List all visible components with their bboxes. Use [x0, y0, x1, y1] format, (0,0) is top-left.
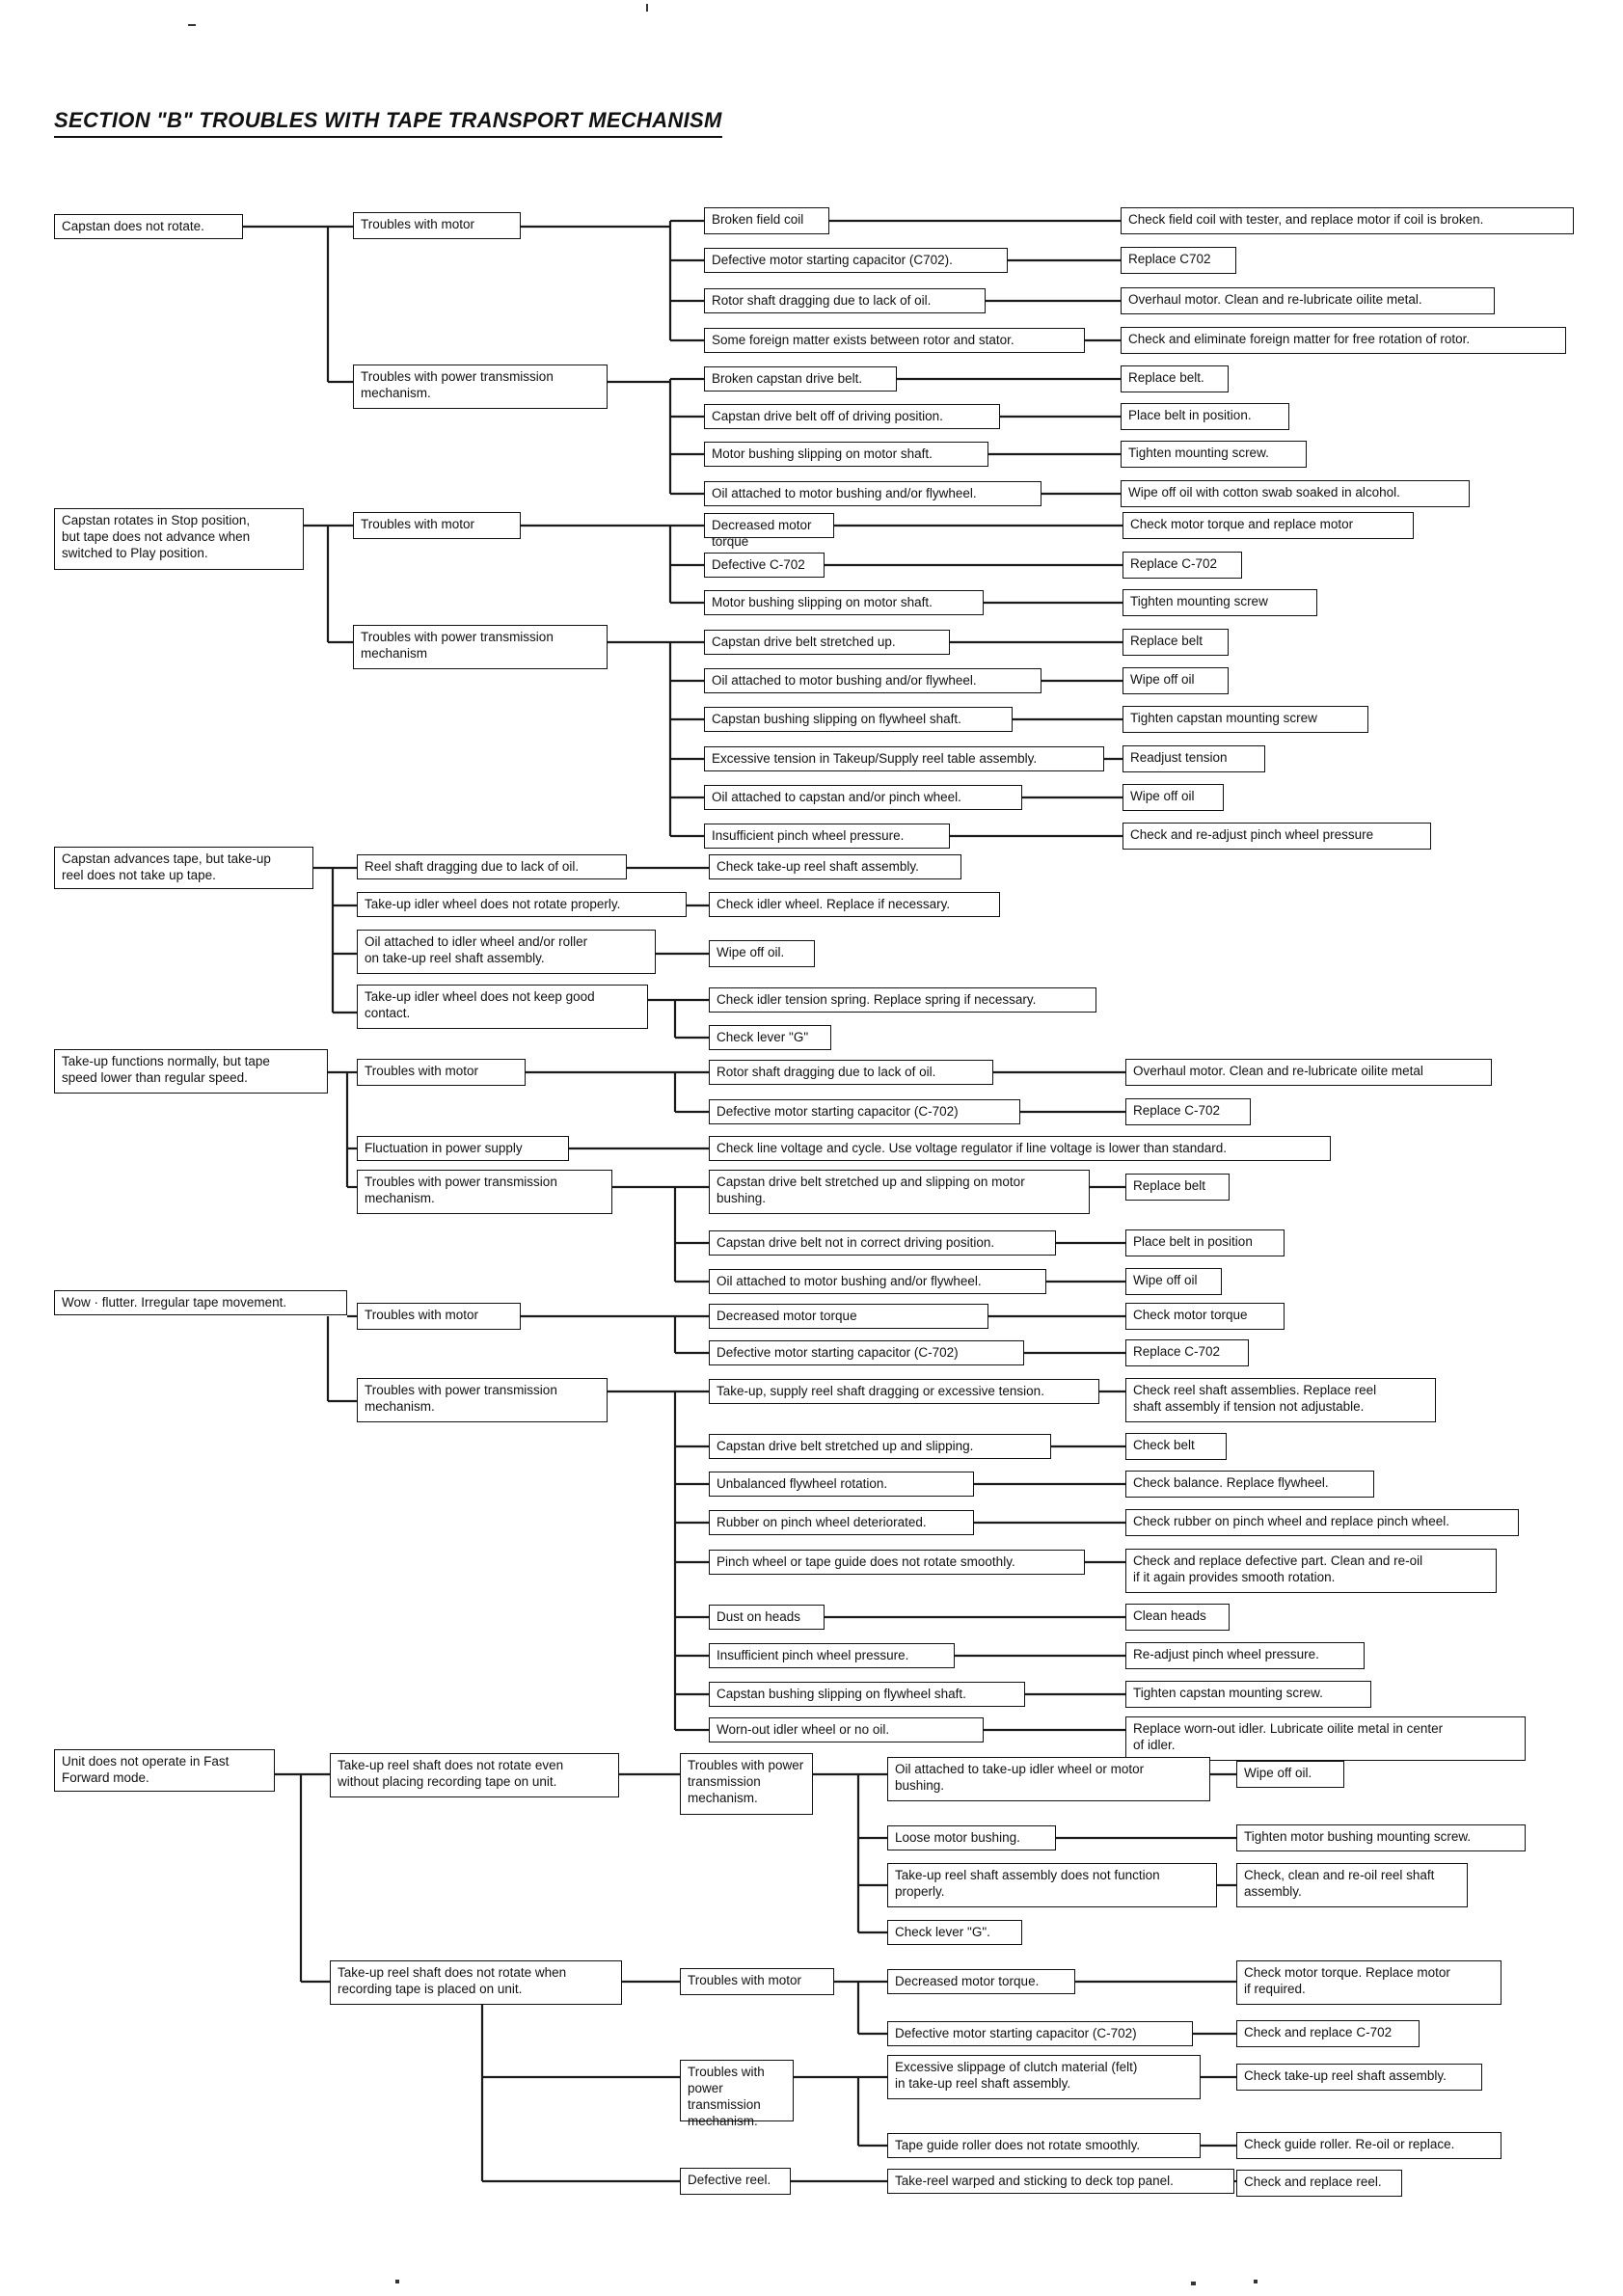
detail-item: Worn-out idler wheel or no oil.	[709, 1717, 984, 1742]
detail-item: Capstan drive belt stretched up and slipping on motor bushing.	[709, 1170, 1090, 1214]
cause-motor: Troubles with motor	[353, 212, 521, 239]
detail-item: Check lever "G"	[709, 1025, 831, 1050]
remedy-item: Check field coil with tester, and replace motor if coil is broken.	[1121, 207, 1574, 234]
ff-remedy-item: Check, clean and re-oil reel shaft assembly.	[1236, 1863, 1468, 1907]
detail-item: Rotor shaft dragging due to lack of oil.	[709, 1060, 993, 1085]
ff-remedy-item: Check and replace C-702	[1236, 2020, 1420, 2047]
detail-item: Defective motor starting capacitor (C-702)	[709, 1099, 1020, 1124]
remedy-item: Replace belt	[1125, 1174, 1230, 1201]
remedy-item: Readjust tension	[1123, 745, 1265, 772]
section-title: SECTION "B" TROUBLES WITH TAPE TRANSPORT MECHANISM	[54, 108, 722, 138]
ff-remedy-item: Check take-up reel shaft assembly.	[1236, 2064, 1482, 2091]
detail-item: Oil attached to motor bushing and/or flywheel.	[704, 481, 1041, 506]
remedy-item: Replace belt	[1123, 629, 1229, 656]
detail-item: Capstan bushing slipping on flywheel shaft.	[709, 1682, 1025, 1707]
scan-speck	[1191, 2282, 1196, 2285]
detail-item: Defective motor starting capacitor (C702).	[704, 248, 1008, 273]
symptom-tape-speed-lower: Take-up functions normally, but tape speed lower than regular speed.	[54, 1049, 328, 1094]
scan-speck	[395, 2280, 399, 2283]
remedy-item: Tighten capstan mounting screw	[1123, 706, 1368, 733]
ff-detail-item: Take-reel warped and sticking to deck top panel.	[887, 2169, 1234, 2194]
subcause-power-transmission: Troubles with power transmission mechanism.	[680, 1753, 813, 1815]
detail-item: Check line voltage and cycle. Use voltage regulator if line voltage is lower than standard.	[709, 1136, 1331, 1161]
remedy-item: Wipe off oil	[1123, 784, 1224, 811]
remedy-item: Replace C702	[1121, 247, 1236, 274]
cause-takeup-no-tape: Take-up reel shaft does not rotate even without placing recording tape on unit.	[330, 1753, 619, 1797]
ff-remedy-item: Tighten motor bushing mounting screw.	[1236, 1824, 1526, 1851]
detail-item: Oil attached to motor bushing and/or flywheel.	[709, 1269, 1046, 1294]
remedy-item: Tighten capstan mounting screw.	[1125, 1681, 1371, 1708]
detail-item: Capstan drive belt stretched up and slipping.	[709, 1434, 1051, 1459]
detail-item: Oil attached to capstan and/or pinch wheel.	[704, 785, 1022, 810]
ff-detail-item: Defective motor starting capacitor (C-702)	[887, 2021, 1193, 2046]
detail-item: Rubber on pinch wheel deteriorated.	[709, 1510, 974, 1535]
remedy-item: Check reel shaft assemblies. Replace reel shaft assembly if tension not adjustable.	[1125, 1378, 1436, 1422]
remedy-item: Wipe off oil	[1123, 667, 1229, 694]
detail-item: Rotor shaft dragging due to lack of oil.	[704, 288, 986, 313]
detail-item: Broken field coil	[704, 207, 829, 234]
subcause-motor: Troubles with motor	[680, 1968, 834, 1995]
detail-item: Capstan bushing slipping on flywheel shaft.	[704, 707, 1013, 732]
ff-remedy-item: Check and replace reel.	[1236, 2170, 1402, 2197]
remedy-item: Replace worn-out idler. Lubricate oilite metal in center of idler.	[1125, 1716, 1526, 1761]
remedy-item: Tighten mounting screw	[1123, 589, 1317, 616]
cause-idler-not-rotate: Take-up idler wheel does not rotate properly.	[357, 892, 687, 917]
cause-motor: Troubles with motor	[357, 1303, 521, 1330]
detail-item: Decreased motor torque	[704, 513, 834, 538]
detail-item: Check idler tension spring. Replace spring if necessary.	[709, 987, 1096, 1013]
ff-detail-item: Take-up reel shaft assembly does not function properly.	[887, 1863, 1217, 1907]
scan-speck	[646, 4, 648, 12]
detail-item: Pinch wheel or tape guide does not rotate smoothly.	[709, 1550, 1085, 1575]
cause-power-transmission: Troubles with power transmission mechanism.	[357, 1378, 608, 1422]
detail-item: Take-up, supply reel shaft dragging or excessive tension.	[709, 1379, 1099, 1404]
detail-item: Insufficient pinch wheel pressure.	[709, 1643, 955, 1668]
remedy-item: Overhaul motor. Clean and re-lubricate oilite metal.	[1121, 287, 1495, 314]
remedy-item: Place belt in position.	[1121, 403, 1289, 430]
subcause-power-transmission: Troubles with power transmission mechanism.	[680, 2060, 794, 2121]
remedy-item: Wipe off oil	[1125, 1268, 1222, 1295]
detail-item: Capstan drive belt not in correct driving position.	[709, 1230, 1056, 1256]
remedy-item: Check and eliminate foreign matter for free rotation of rotor.	[1121, 327, 1566, 354]
remedy-item: Wipe off oil with cotton swab soaked in alcohol.	[1121, 480, 1470, 507]
ff-remedy-item: Check guide roller. Re-oil or replace.	[1236, 2132, 1501, 2159]
detail-item: Defective motor starting capacitor (C-702)	[709, 1340, 1024, 1365]
detail-item: Defective C-702	[704, 553, 825, 578]
ff-detail-item: Loose motor bushing.	[887, 1825, 1056, 1850]
detail-item: Check take-up reel shaft assembly.	[709, 854, 961, 879]
ff-remedy-item: Wipe off oil.	[1236, 1761, 1344, 1788]
detail-item: Oil attached to motor bushing and/or flywheel.	[704, 668, 1041, 693]
remedy-item: Replace C-702	[1125, 1339, 1249, 1366]
remedy-item: Replace belt.	[1121, 365, 1229, 392]
symptom-capstan-not-rotate: Capstan does not rotate.	[54, 214, 243, 239]
cause-motor: Troubles with motor	[357, 1059, 526, 1086]
symptom-wow-flutter: Wow · flutter. Irregular tape movement.	[54, 1290, 347, 1315]
ff-detail-item: Check lever "G".	[887, 1920, 1022, 1945]
remedy-item: Replace C-702	[1123, 552, 1242, 579]
scan-speck	[188, 24, 196, 26]
remedy-item: Place belt in position	[1125, 1229, 1285, 1256]
remedy-item: Replace C-702	[1125, 1098, 1251, 1125]
ff-detail-item: Oil attached to take-up idler wheel or motor bushing.	[887, 1757, 1210, 1801]
remedy-item: Tighten mounting screw.	[1121, 441, 1307, 468]
ff-detail-item: Decreased motor torque.	[887, 1969, 1075, 1994]
remedy-item: Check and replace defective part. Clean and re-oil if it again provides smooth rotation.	[1125, 1549, 1497, 1593]
cause-motor: Troubles with motor	[353, 512, 521, 539]
ff-remedy-item: Check motor torque. Replace motor if required.	[1236, 1960, 1501, 2005]
remedy-item: Re-adjust pinch wheel pressure.	[1125, 1642, 1365, 1669]
detail-item: Check idler wheel. Replace if necessary.	[709, 892, 1000, 917]
remedy-item: Clean heads	[1125, 1604, 1230, 1631]
remedy-item: Check rubber on pinch wheel and replace pinch wheel.	[1125, 1509, 1519, 1536]
detail-item: Capstan drive belt off of driving position.	[704, 404, 1000, 429]
symptom-takeup-not-take-tape: Capstan advances tape, but take-up reel does not take up tape.	[54, 847, 313, 889]
cause-idler-poor-contact: Take-up idler wheel does not keep good contact.	[357, 985, 648, 1029]
detail-item: Decreased motor torque	[709, 1304, 988, 1329]
symptom-no-fast-forward: Unit does not operate in Fast Forward mode.	[54, 1749, 275, 1792]
detail-item: Dust on heads	[709, 1605, 825, 1630]
subcause-defective-reel: Defective reel.	[680, 2168, 791, 2195]
remedy-item: Check balance. Replace flywheel.	[1125, 1471, 1374, 1498]
cause-power-transmission: Troubles with power transmission mechanism.	[353, 365, 608, 409]
detail-item: Some foreign matter exists between rotor and stator.	[704, 328, 1085, 353]
ff-detail-item: Excessive slippage of clutch material (felt) in take-up reel shaft assembly.	[887, 2055, 1201, 2099]
detail-item: Wipe off oil.	[709, 940, 815, 967]
cause-power-supply: Fluctuation in power supply	[357, 1136, 569, 1161]
ff-detail-item: Tape guide roller does not rotate smoothly.	[887, 2133, 1201, 2158]
remedy-item: Check motor torque and replace motor	[1123, 512, 1414, 539]
remedy-item: Check belt	[1125, 1433, 1227, 1460]
detail-item: Motor bushing slipping on motor shaft.	[704, 442, 988, 467]
scan-speck	[1254, 2280, 1258, 2283]
detail-item: Capstan drive belt stretched up.	[704, 630, 950, 655]
detail-item: Broken capstan drive belt.	[704, 366, 897, 392]
detail-item: Insufficient pinch wheel pressure.	[704, 824, 950, 849]
detail-item: Excessive tension in Takeup/Supply reel table assembly.	[704, 746, 1104, 771]
cause-reel-shaft-dragging: Reel shaft dragging due to lack of oil.	[357, 854, 627, 879]
symptom-capstan-rotates-stop: Capstan rotates in Stop position, but tape does not advance when switched to Play position.	[54, 508, 304, 570]
cause-power-transmission: Troubles with power transmission mechanism.	[357, 1170, 612, 1214]
remedy-item: Check and re-adjust pinch wheel pressure	[1123, 823, 1431, 850]
cause-power-transmission: Troubles with power transmission mechanism	[353, 625, 608, 669]
cause-takeup-with-tape: Take-up reel shaft does not rotate when recording tape is placed on unit.	[330, 1960, 622, 2005]
cause-oil-idler-wheel: Oil attached to idler wheel and/or roller on take-up reel shaft assembly.	[357, 930, 656, 974]
detail-item: Motor bushing slipping on motor shaft.	[704, 590, 984, 615]
detail-item: Unbalanced flywheel rotation.	[709, 1472, 974, 1497]
remedy-item: Overhaul motor. Clean and re-lubricate oilite metal	[1125, 1059, 1492, 1086]
remedy-item: Check motor torque	[1125, 1303, 1285, 1330]
